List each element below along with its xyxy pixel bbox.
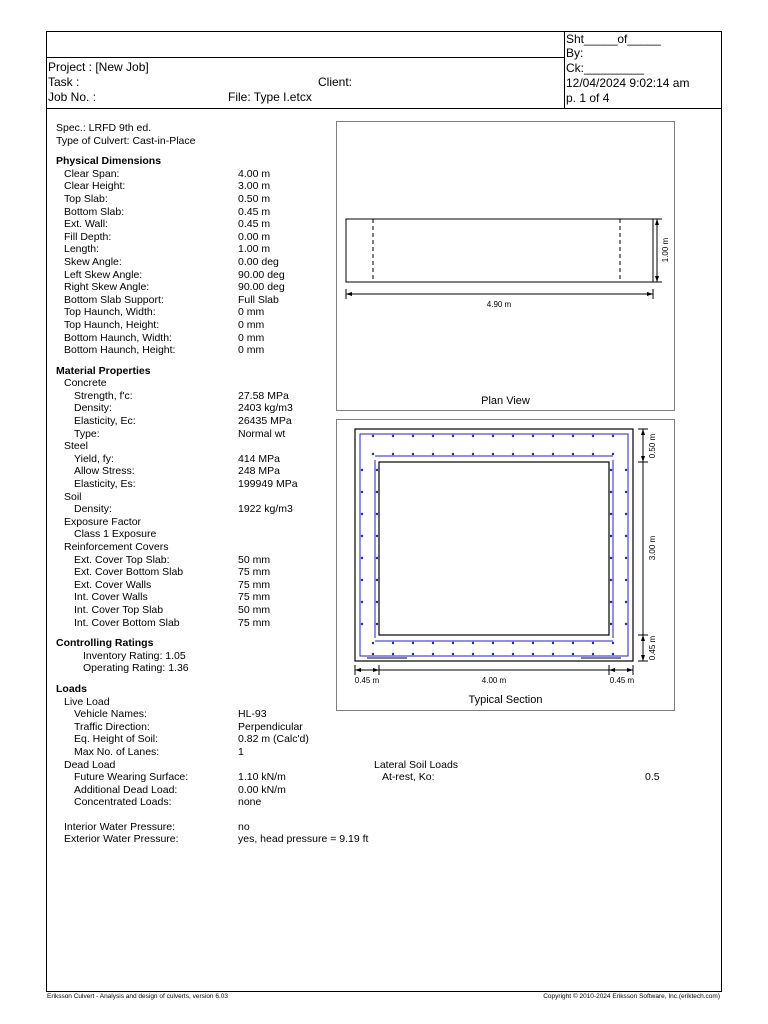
footer-left: Eriksson Culvert - Analysis and design of culverts, version 6.03 — [47, 993, 229, 1000]
plan-view-drawing — [337, 122, 674, 410]
rebar-dot — [472, 435, 474, 437]
rebar-dot — [532, 653, 534, 655]
rebar-dot — [376, 491, 378, 493]
plan-height-label: 1.00 m — [661, 237, 670, 263]
lateral-ko-label: At-rest, Ko: — [382, 771, 435, 784]
row-label: Elasticity, Es: — [74, 478, 136, 491]
rebar-dot — [361, 535, 363, 537]
left-wall-dim-label: 0.45 m — [354, 676, 380, 685]
table-row — [56, 293, 279, 307]
rebar-dot — [372, 453, 374, 455]
table-row — [56, 218, 271, 231]
material-properties-heading: Material Properties — [56, 364, 151, 377]
row-value: 50 mm — [238, 603, 271, 616]
rebar-dot — [452, 653, 454, 655]
page-number: p. 1 of 4 — [566, 91, 610, 105]
dim-arrow-3 — [609, 668, 615, 672]
rebar-dot — [592, 453, 594, 455]
row-label: Concentrated Loads: — [74, 796, 172, 809]
rebar-dot — [492, 435, 494, 437]
rebar-dot — [472, 653, 474, 655]
table-row — [56, 833, 369, 846]
rebar-dot — [372, 642, 374, 644]
rebar-dot — [472, 642, 474, 644]
dead-load-heading: Dead Load — [64, 758, 116, 771]
dead-load-table — [56, 771, 286, 809]
row-label: Bottom Haunch, Height: — [64, 344, 176, 357]
row-label: Future Wearing Surface: — [74, 771, 189, 784]
row-label: Length: — [64, 243, 100, 256]
rebar-dot — [572, 435, 574, 437]
physical-dimensions-heading: Physical Dimensions — [56, 155, 162, 168]
section-caption: Typical Section — [468, 694, 543, 706]
row-label: Traffic Direction: — [74, 720, 150, 733]
row-value: none — [238, 796, 262, 809]
rebar-dot — [492, 653, 494, 655]
rebar-dot — [625, 601, 627, 603]
rebar-dot — [512, 453, 514, 455]
table-row — [56, 733, 309, 746]
row-value: 75 mm — [238, 591, 271, 604]
table-row — [56, 318, 265, 332]
row-label: Int. Cover Walls — [74, 591, 148, 604]
row-value: no — [238, 820, 250, 833]
row-value: 1922 kg/m3 — [238, 503, 293, 516]
table-row — [56, 465, 281, 478]
dim-arrow-2 — [373, 668, 379, 672]
plan-view-caption: Plan View — [481, 395, 530, 407]
row-value: 0.00 kN/m — [238, 783, 286, 796]
rebar-dot — [452, 435, 454, 437]
plan-outline — [346, 219, 653, 282]
row-label: Right Skew Angle: — [64, 281, 150, 294]
rebar-dot — [610, 601, 612, 603]
row-label: Top Slab: — [64, 192, 108, 205]
header-bottom-line — [46, 108, 722, 109]
row-value: 90.00 deg — [238, 281, 285, 294]
table-row — [56, 427, 286, 441]
rebar-dot — [376, 557, 378, 559]
rebar-dot — [412, 453, 414, 455]
rebar-dot — [512, 642, 514, 644]
rebar-dot — [625, 513, 627, 515]
rebar-dot — [392, 653, 394, 655]
rebar-dot — [532, 642, 534, 644]
rebar-dot — [412, 435, 414, 437]
rebar-dot — [625, 579, 627, 581]
lateral-ko-value: 0.5 — [645, 771, 660, 784]
rebar-dot — [376, 579, 378, 581]
row-label: Density: — [74, 503, 112, 516]
project-field: Project : [New Job] — [48, 60, 149, 74]
exposure-heading: Exposure Factor — [64, 515, 142, 528]
lateral-soil-heading: Lateral Soil Loads — [374, 758, 459, 771]
table-row — [56, 243, 271, 256]
row-label: Exterior Water Pressure: — [64, 833, 179, 846]
table-row — [56, 745, 244, 759]
section-outer-outline — [355, 429, 633, 661]
table-row — [56, 402, 293, 415]
table-row — [56, 255, 279, 269]
rebar-dot — [361, 513, 363, 515]
rebar-dot — [625, 623, 627, 625]
rebar-dot — [610, 469, 612, 471]
rebar-dot — [625, 469, 627, 471]
live-load-heading: Live Load — [64, 695, 110, 708]
height-dim-label: 3.00 m — [648, 535, 657, 561]
row-value: 3.00 m — [238, 180, 271, 193]
row-value: 50 mm — [238, 553, 271, 566]
row-label: Eq. Height of Soil: — [74, 733, 159, 746]
rebar-dot — [512, 653, 514, 655]
rebar-dot — [610, 579, 612, 581]
live-load-table — [56, 708, 309, 758]
rebar-dot — [552, 453, 554, 455]
rebar-dot — [432, 653, 434, 655]
covers-table — [56, 553, 271, 630]
row-label: Fill Depth: — [64, 230, 112, 243]
table-row — [56, 389, 289, 403]
rebar-dot — [592, 435, 594, 437]
rebar-dot — [572, 653, 574, 655]
row-value: 248 MPa — [238, 465, 281, 478]
table-row — [56, 167, 271, 181]
row-value: yes, head pressure = 9.19 ft — [238, 833, 369, 846]
table-row — [56, 268, 285, 282]
soil-table — [56, 503, 293, 516]
rebar-dot — [361, 623, 363, 625]
row-label: Bottom Haunch, Width: — [64, 331, 172, 344]
row-label: Max No. of Lanes: — [74, 745, 160, 758]
rebar-dot — [552, 653, 554, 655]
top-slab-dim-label: 0.50 m — [648, 433, 657, 459]
dim-arrow-1 — [355, 668, 361, 672]
rebar-dot — [452, 642, 454, 644]
row-value: 90.00 deg — [238, 268, 285, 281]
row-label: Clear Height: — [64, 180, 126, 193]
checked-field: Ck:_________ — [566, 61, 645, 75]
row-label: Left Skew Angle: — [64, 268, 143, 281]
row-label: Int. Cover Top Slab — [74, 603, 164, 616]
row-value: 0.45 m — [238, 218, 271, 231]
row-value: 0.00 deg — [238, 255, 279, 268]
row-label: Interior Water Pressure: — [64, 820, 176, 833]
rebar-dot — [472, 453, 474, 455]
row-value: 0 mm — [238, 344, 265, 357]
rebar-dot — [552, 642, 554, 644]
table-row — [56, 331, 265, 345]
row-value: 0 mm — [238, 318, 265, 331]
table-row — [56, 616, 271, 630]
row-value: 0.00 m — [238, 230, 271, 243]
rebar-dot — [392, 435, 394, 437]
table-row — [56, 783, 286, 797]
job-number-field: Job No. : — [48, 90, 97, 104]
rebar-dot — [361, 579, 363, 581]
task-field: Task : — [48, 75, 80, 89]
client-field: Client: — [318, 75, 353, 89]
rebar-dot — [492, 642, 494, 644]
plan-view-box — [336, 121, 675, 411]
rebar-dot — [376, 469, 378, 471]
table-row — [56, 180, 271, 193]
rebar-dot — [376, 601, 378, 603]
row-value: Perpendicular — [238, 720, 303, 733]
water-pressure-table — [56, 820, 369, 846]
row-label: Type: — [74, 427, 100, 440]
row-value: Full Slab — [238, 293, 279, 306]
row-label: Int. Cover Bottom Slab — [74, 616, 180, 629]
row-value: 414 MPa — [238, 452, 281, 465]
row-value: 2403 kg/m3 — [238, 402, 293, 415]
plan-width-arrow-left — [346, 292, 352, 296]
table-row — [56, 796, 262, 809]
table-row — [56, 708, 267, 721]
concrete-table — [56, 389, 293, 440]
culvert-type-line: Type of Culvert: Cast-in-Place — [56, 134, 196, 147]
table-row — [56, 578, 271, 592]
row-label: Density: — [74, 402, 112, 415]
row-label: Bottom Slab Support: — [64, 293, 164, 306]
row-value: HL-93 — [238, 708, 267, 721]
rebar-dot — [512, 435, 514, 437]
table-row — [56, 192, 271, 206]
rebar-dot — [552, 435, 554, 437]
row-value: 0.82 m (Calc'd) — [238, 733, 309, 746]
row-label: Elasticity, Ec: — [74, 415, 136, 428]
rebar-dot — [372, 435, 374, 437]
rebar-dot — [612, 435, 614, 437]
row-value: 75 mm — [238, 566, 271, 579]
rebar-dot — [532, 435, 534, 437]
rebar-dot — [610, 535, 612, 537]
rebar-dot — [392, 453, 394, 455]
rebar-dot — [376, 623, 378, 625]
bottom-slab-dim-label: 0.45 m — [648, 635, 657, 661]
rebar-dot — [625, 491, 627, 493]
rebar-dot — [572, 453, 574, 455]
sheet-of: Sht_____of_____ — [566, 32, 661, 46]
vdim-arrow-2 — [641, 456, 645, 462]
soil-heading: Soil — [64, 490, 82, 503]
steel-heading: Steel — [64, 440, 88, 453]
datetime: 12/04/2024 9:02:14 am — [566, 76, 690, 90]
row-label: Additional Dead Load: — [74, 783, 178, 796]
rebar-dot — [625, 557, 627, 559]
row-label: Ext. Cover Bottom Slab — [74, 566, 184, 579]
plan-height-arrow-top — [655, 219, 659, 225]
loads-heading: Loads — [56, 682, 87, 695]
row-label: Vehicle Names: — [74, 708, 147, 721]
rebar-dot — [361, 469, 363, 471]
table-row — [56, 344, 265, 357]
rebar-dot — [610, 623, 612, 625]
rebar-dot — [361, 557, 363, 559]
row-label: Clear Span: — [64, 167, 120, 180]
rebar-dot — [492, 453, 494, 455]
row-value: 0.45 m — [238, 205, 271, 218]
file-name: File: Type I.etcx — [228, 90, 312, 104]
row-label: Yield, fy: — [74, 452, 114, 465]
table-row — [56, 230, 271, 244]
physical-dimensions-table — [56, 167, 285, 357]
row-label: Skew Angle: — [64, 255, 122, 268]
spec-line: Spec.: LRFD 9th ed. — [56, 122, 152, 134]
row-value: 4.00 m — [238, 167, 271, 180]
rebar-dot — [610, 557, 612, 559]
row-value: Normal wt — [238, 427, 286, 440]
controlling-ratings-heading: Controlling Ratings — [56, 637, 154, 650]
right-wall-dim-label: 0.45 m — [609, 676, 635, 685]
span-dim-label: 4.00 m — [481, 676, 507, 685]
rebar-dot — [376, 535, 378, 537]
by-field: By: — [566, 46, 584, 60]
exposure-class: Class 1 Exposure — [74, 528, 157, 541]
table-row — [56, 553, 271, 567]
table-row — [56, 720, 303, 734]
section-inner-outline — [379, 462, 609, 635]
row-value: 26435 MPa — [238, 415, 292, 428]
table-row — [56, 566, 271, 579]
plan-height-arrow-bottom — [655, 276, 659, 282]
table-row — [56, 281, 285, 294]
footer-right: Copyright © 2010-2024 Eriksson Software, Inc.(eriktech.com) — [543, 993, 720, 1000]
section-drawing — [337, 420, 674, 710]
section-box — [336, 419, 675, 711]
row-label: Ext. Wall: — [64, 218, 108, 231]
table-row — [56, 306, 265, 319]
table-row — [56, 820, 250, 834]
rebar-dot — [452, 453, 454, 455]
covers-heading: Reinforcement Covers — [64, 541, 169, 553]
table-row — [56, 603, 271, 617]
row-value: 1 — [238, 745, 244, 758]
row-value: 1.10 kN/m — [238, 771, 286, 784]
row-value: 75 mm — [238, 578, 271, 591]
operating-rating: Operating Rating: 1.36 — [83, 662, 189, 675]
concrete-heading: Concrete — [64, 377, 107, 390]
table-row — [56, 771, 286, 784]
table-row — [56, 452, 281, 466]
row-value: 0 mm — [238, 306, 265, 319]
table-row — [56, 415, 292, 428]
row-label: Top Haunch, Width: — [64, 306, 156, 319]
row-label: Top Haunch, Height: — [64, 318, 160, 331]
rebar-dot — [612, 653, 614, 655]
row-value: 27.58 MPa — [238, 389, 289, 402]
vdim-arrow-4 — [641, 655, 645, 661]
rebar-dot — [412, 642, 414, 644]
rebar-dot — [361, 601, 363, 603]
rebar-dot — [612, 642, 614, 644]
row-value: 199949 MPa — [238, 478, 298, 491]
steel-table — [56, 452, 298, 491]
row-value: 0.50 m — [238, 192, 271, 205]
rebar-dot — [592, 642, 594, 644]
vdim-arrow-1 — [641, 429, 645, 435]
header-divider — [46, 57, 565, 58]
row-value: 75 mm — [238, 616, 271, 629]
rebar-dot — [432, 453, 434, 455]
plan-width-label: 4.90 m — [486, 300, 512, 309]
row-label: Strength, f'c: — [74, 389, 133, 402]
rebar-dot — [432, 642, 434, 644]
table-row — [56, 478, 298, 491]
rebar-dot — [572, 642, 574, 644]
row-value: 0 mm — [238, 331, 265, 344]
vdim-arrow-3 — [641, 635, 645, 641]
row-label: Ext. Cover Walls — [74, 578, 152, 591]
rebar-dot — [532, 453, 534, 455]
rebar-dot — [612, 453, 614, 455]
row-value: 1.00 m — [238, 243, 271, 256]
header-right-divider — [564, 31, 565, 109]
section-outer-rebar — [360, 434, 628, 656]
row-label: Bottom Slab: — [64, 205, 125, 218]
rebar-dot — [610, 491, 612, 493]
rebar-dots — [361, 435, 627, 655]
rebar-dot — [592, 653, 594, 655]
plan-width-arrow-right — [647, 292, 653, 296]
rebar-dot — [625, 535, 627, 537]
rebar-dot — [412, 653, 414, 655]
row-label: Allow Stress: — [74, 465, 135, 478]
rebar-dot — [432, 435, 434, 437]
rebar-dot — [361, 491, 363, 493]
table-row — [56, 591, 271, 604]
rebar-dot — [376, 513, 378, 515]
inventory-rating: Inventory Rating: 1.05 — [83, 649, 186, 662]
table-row — [56, 503, 293, 516]
row-label: Ext. Cover Top Slab: — [74, 553, 170, 566]
dim-arrow-4 — [627, 668, 633, 672]
rebar-dot — [392, 642, 394, 644]
rebar-dot — [610, 513, 612, 515]
table-row — [56, 205, 271, 219]
rebar-dot — [372, 653, 374, 655]
